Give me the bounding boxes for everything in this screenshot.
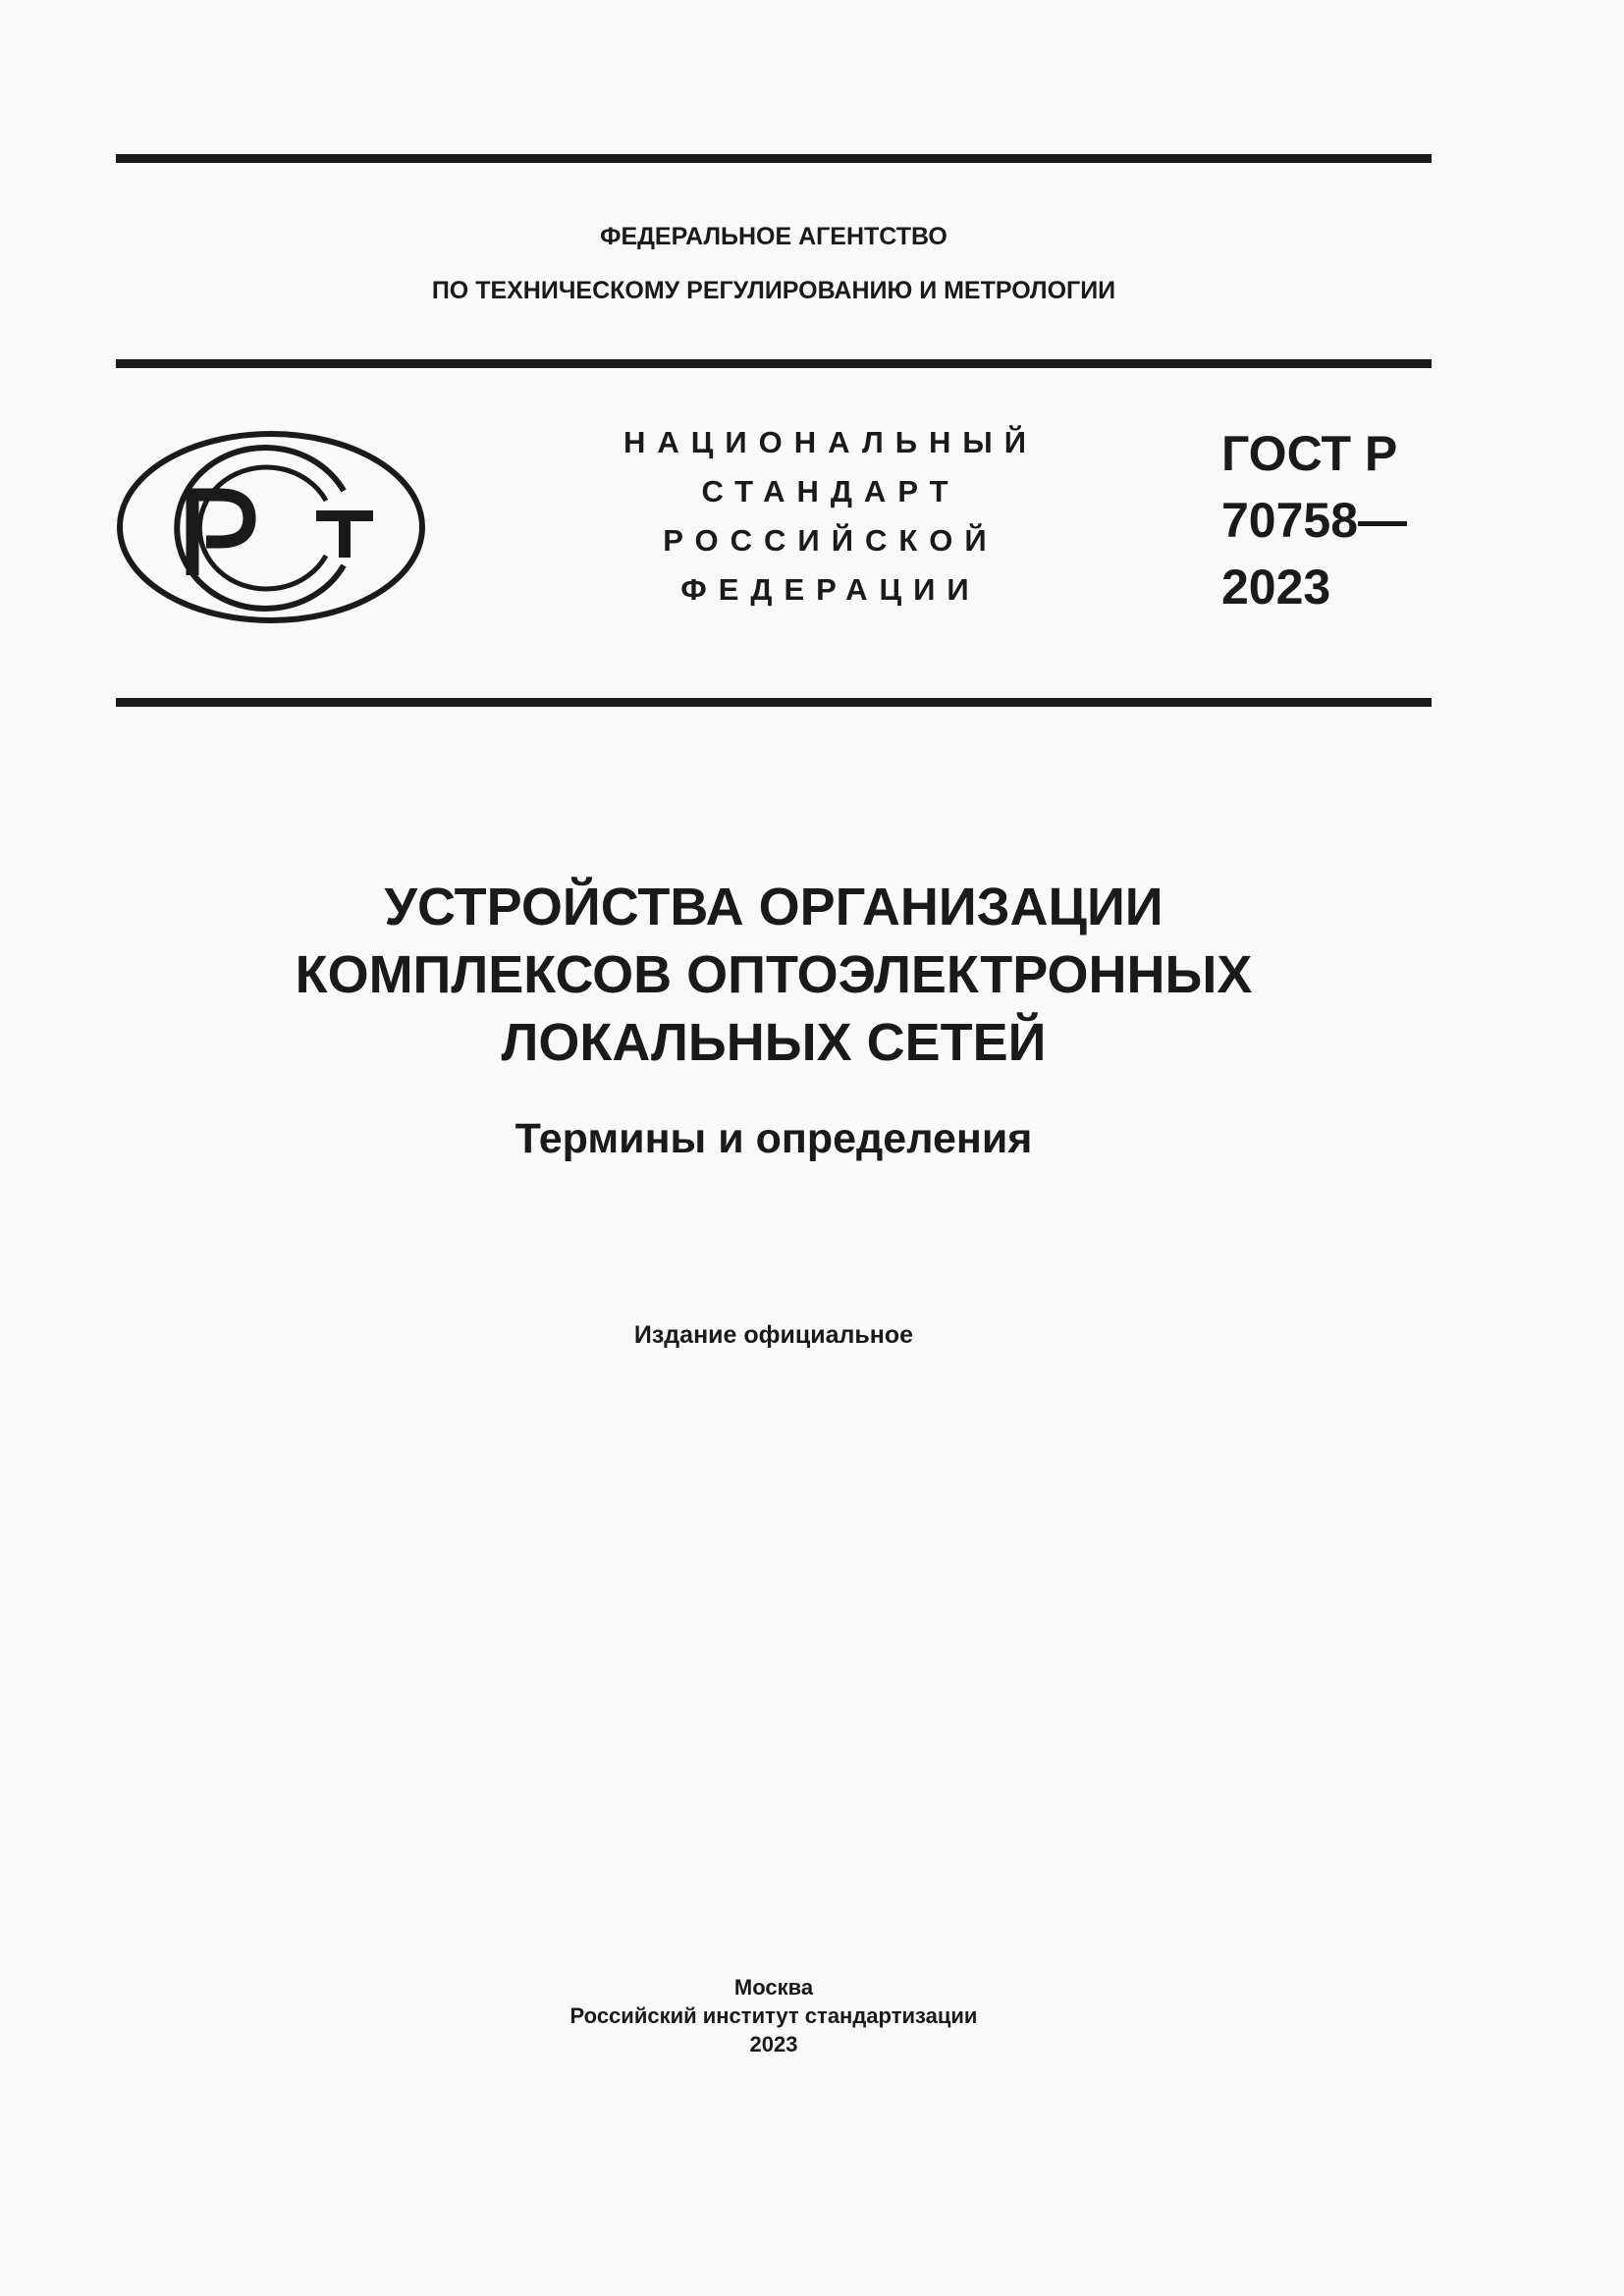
national-standard-line: ФЕДЕРАЦИИ <box>680 572 981 607</box>
edition-note: Издание официальное <box>633 1321 914 1349</box>
title-line: ЛОКАЛЬНЫХ СЕТЕЙ <box>501 1013 1047 1072</box>
designation-line-2: 70758— <box>1221 493 1408 548</box>
designation-line-3: 2023 <box>1221 560 1331 614</box>
designation-line-1: ГОСТ Р <box>1221 426 1398 481</box>
national-standard-line: СТАНДАРТ <box>701 474 960 508</box>
gost-r-logo <box>116 430 426 624</box>
header-bottom-rule <box>116 698 1432 707</box>
gost-r-conformity-mark-icon <box>116 430 426 624</box>
standard-designation <box>1221 420 1407 620</box>
national-standard-heading <box>550 418 1100 614</box>
agency-name-line-2: ПО ТЕХНИЧЕСКОМУ РЕГУЛИРОВАНИЮ И МЕТРОЛОГИИ <box>431 277 1116 304</box>
agency-rule <box>116 359 1432 368</box>
imprint-publisher: Российский институт стандартизации <box>569 2003 978 2028</box>
top-rule <box>116 154 1432 163</box>
title-line: УСТРОЙСТВА ОРГАНИЗАЦИИ <box>384 878 1164 936</box>
national-standard-line: НАЦИОНАЛЬНЫЙ <box>623 425 1039 459</box>
document-title <box>116 874 1432 1077</box>
imprint-city: Москва <box>733 1975 814 2000</box>
agency-name-line-1: ФЕДЕРАЛЬНОЕ АГЕНТСТВО <box>600 223 947 250</box>
imprint <box>116 1973 1432 2058</box>
document-subtitle: Термины и определения <box>514 1115 1033 1162</box>
national-standard-line: РОССИЙСКОЙ <box>663 523 999 558</box>
title-line: КОМПЛЕКСОВ ОПТОЭЛЕКТРОННЫХ <box>295 945 1253 1004</box>
imprint-year: 2023 <box>749 2032 798 2056</box>
